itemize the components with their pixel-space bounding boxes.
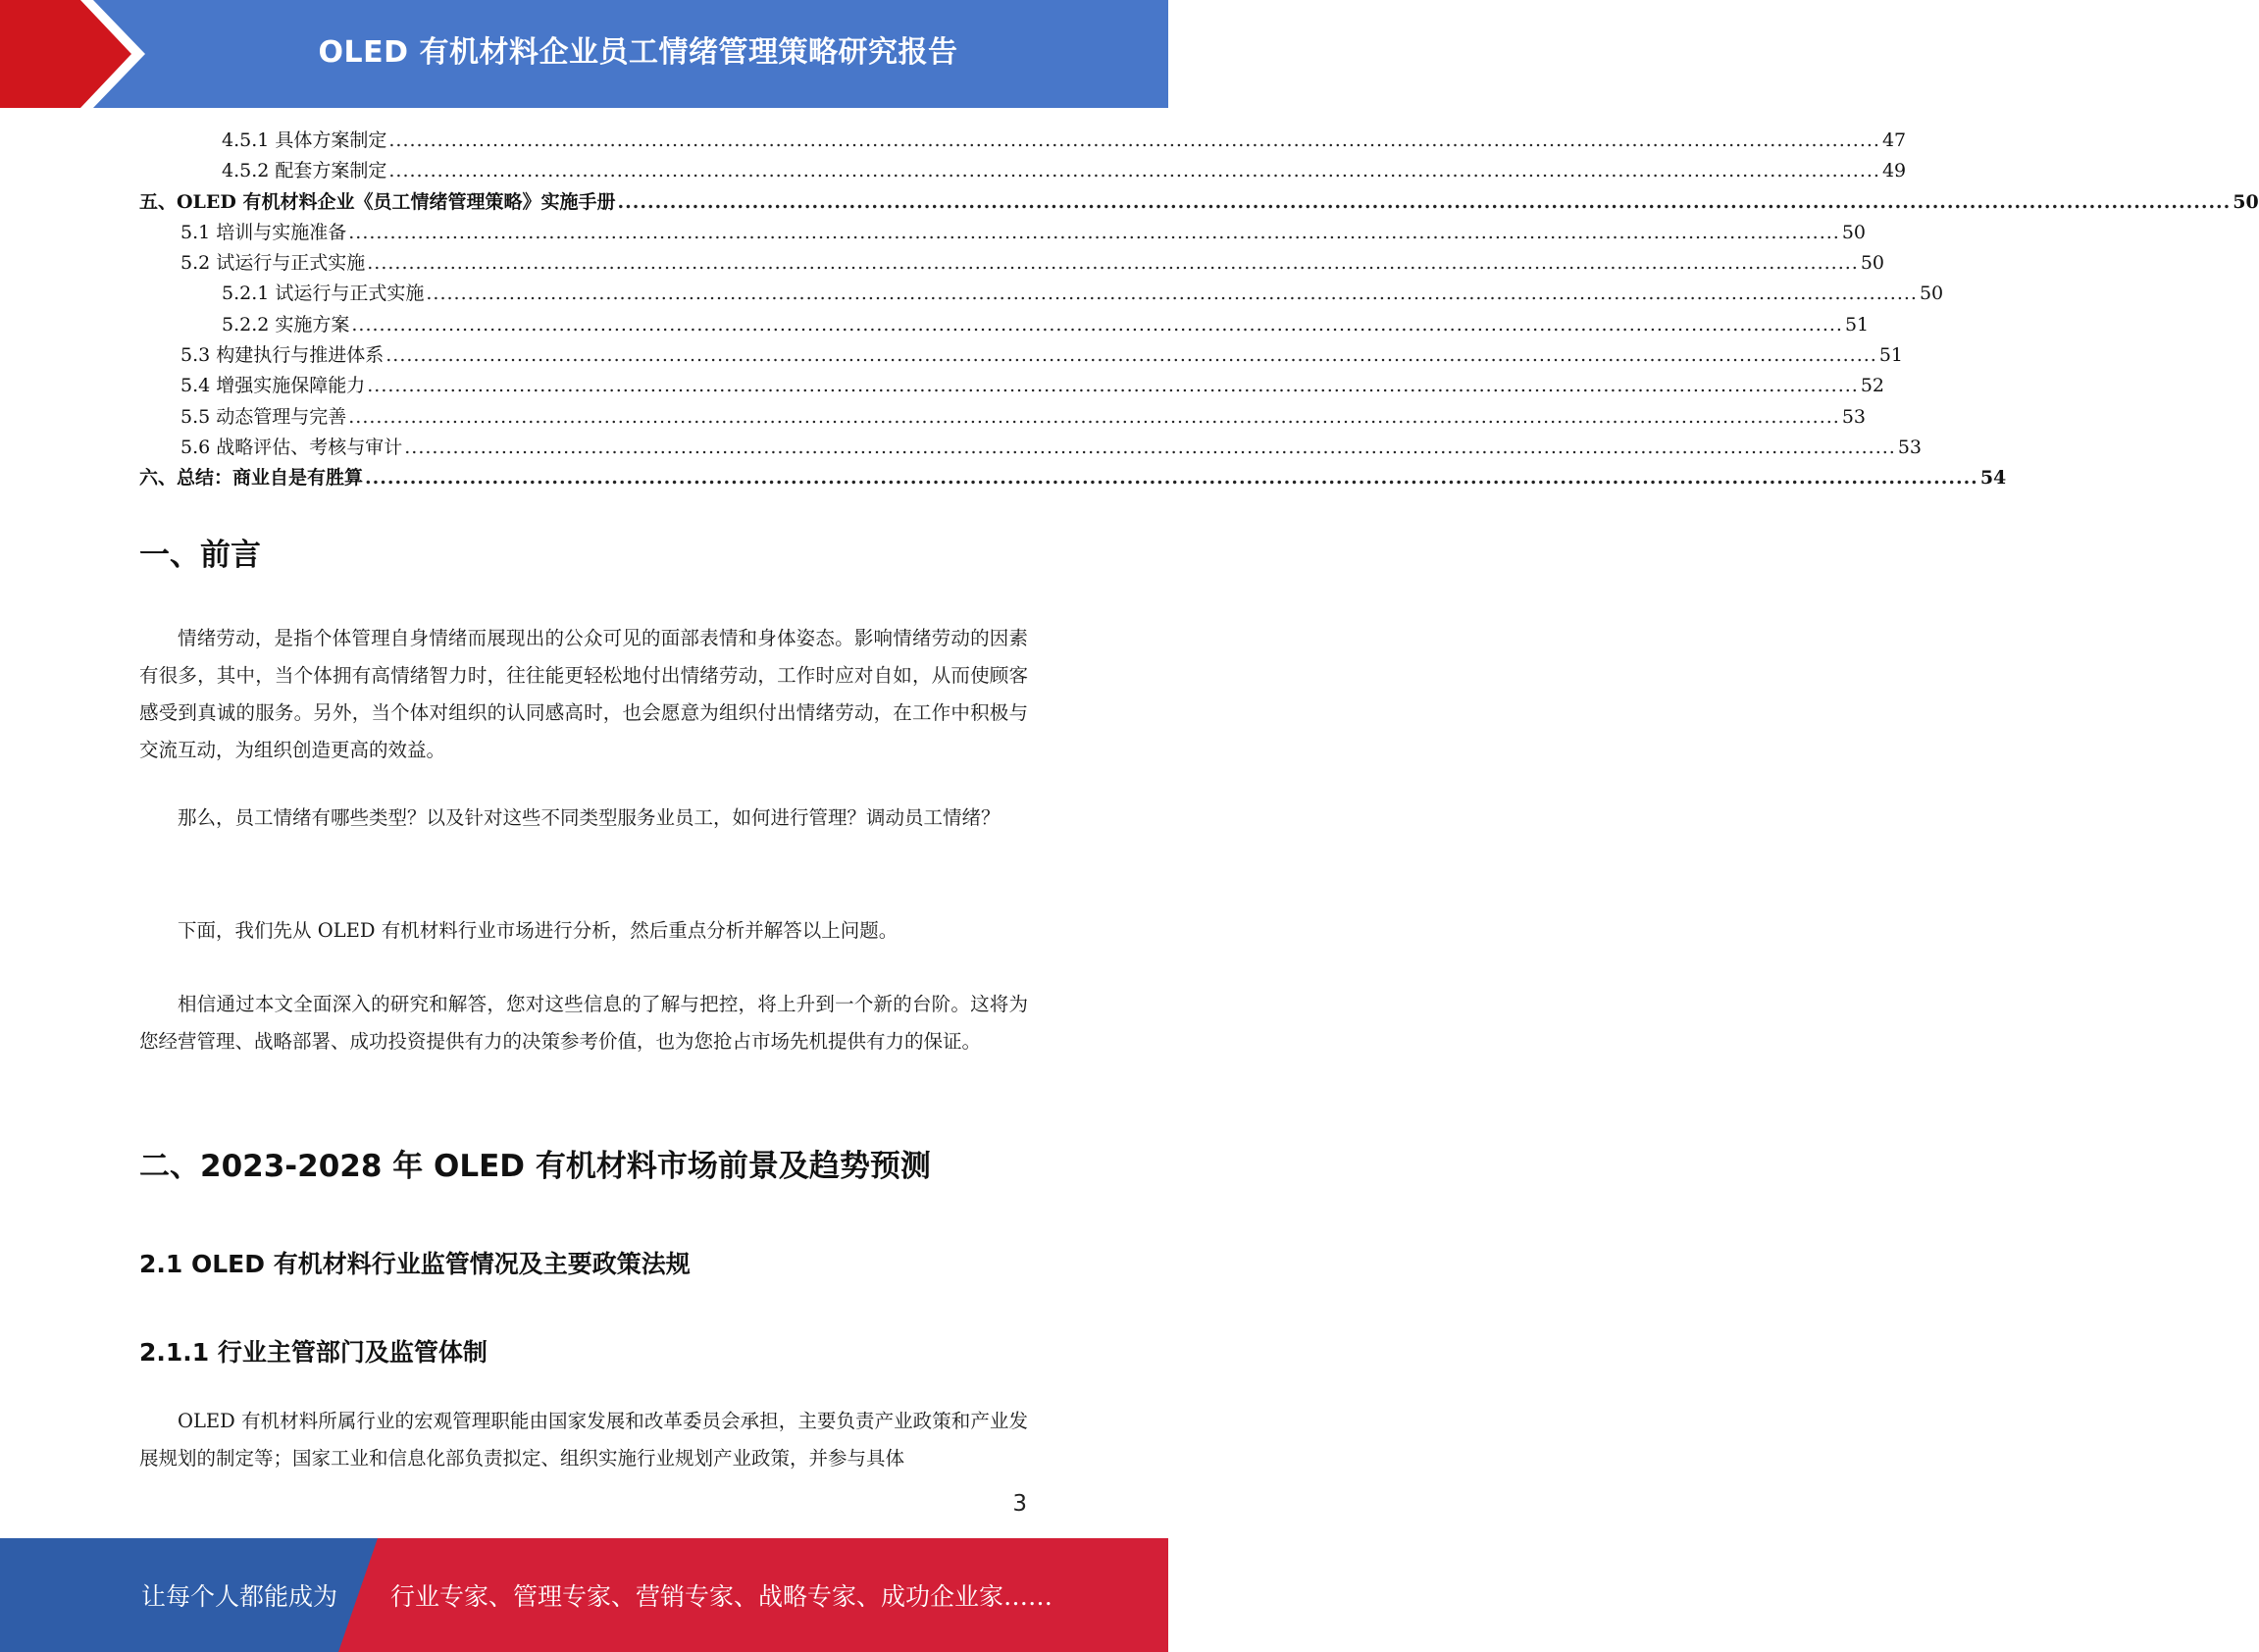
toc-entry-page: 49 <box>1881 160 1907 182</box>
page-number: 3 <box>1012 1491 1027 1517</box>
subsubsection-heading: 2.1.1 行业主管部门及监管体制 <box>139 1338 488 1367</box>
toc-entry-page: 47 <box>1881 129 1907 151</box>
toc-leader-dots: ........................................................................................................................................................................................................................ <box>617 190 2232 213</box>
toc-entry[interactable] <box>139 340 1903 371</box>
toc-leader-dots: ........................................................................................................................................................................................................................ <box>348 405 1840 428</box>
toc-leader-dots: ........................................................................................................................................................................................................................ <box>385 344 1877 367</box>
toc-leader-dots: ........................................................................................................................................................................................................................ <box>367 375 1859 397</box>
header-arrow-decoration <box>0 0 157 108</box>
toc-entry[interactable] <box>139 218 1866 248</box>
toc-entry-label: 5.5 动态管理与完善 <box>180 405 347 428</box>
toc-entry-label: 五、OLED 有机材料企业《员工情绪管理策略》实施手册 <box>139 190 616 213</box>
toc-entry-label: 5.6 战略评估、考核与审计 <box>180 436 403 458</box>
table-of-contents <box>139 126 2259 494</box>
toc-entry-label: 六、总结：商业自是有胜算 <box>139 467 364 490</box>
toc-entry[interactable] <box>139 156 1907 186</box>
toc-entry-page: 50 <box>1919 283 1944 305</box>
toc-entry[interactable] <box>139 402 1866 433</box>
toc-entry-label: 5.2 试运行与正式实施 <box>180 252 366 275</box>
page-header <box>0 0 1168 108</box>
toc-entry-page: 50 <box>1860 252 1884 275</box>
toc-entry-label: 5.3 构建执行与推进体系 <box>180 344 385 367</box>
footer-slogan-left: 让每个人都能成为 <box>141 1582 338 1611</box>
toc-entry-label: 5.2.1 试运行与正式实施 <box>222 283 425 305</box>
toc-entry-label: 5.4 增强实施保障能力 <box>180 375 366 397</box>
body-paragraph: 相信通过本文全面深入的研究和解答，您对这些信息的了解与把控，将上升到一个新的台阶。这将为您经营管理、战略部署、成功投资提供有力的决策参考价值，也为您抢占市场先机提供有力的保证。 <box>139 993 1028 1053</box>
section-heading-preface: 一、前言 <box>139 538 261 573</box>
toc-entry[interactable] <box>139 248 1884 279</box>
toc-entry[interactable] <box>139 463 2007 493</box>
toc-entry-label: 5.2.2 实施方案 <box>222 313 350 336</box>
section-heading-market: 二、2023-2028 年 OLED 有机材料市场前景及趋势预测 <box>139 1149 931 1184</box>
toc-leader-dots: ........................................................................................................................................................................................................................ <box>388 129 1880 151</box>
body-paragraph: 下面，我们先从 OLED 有机材料行业市场进行分析，然后重点分析并解答以上问题。 <box>178 919 898 942</box>
toc-entry-page: 53 <box>1897 436 1922 458</box>
toc-entry-page: 52 <box>1860 375 1884 397</box>
toc-leader-dots: ........................................................................................................................................................................................................................ <box>365 467 1978 490</box>
document-title: OLED 有机材料企业员工情绪管理策略研究报告 <box>318 35 958 70</box>
toc-entry[interactable] <box>139 126 1907 156</box>
footer-slogan-right: 行业专家、管理专家、营销专家、战略专家、成功企业家…… <box>390 1582 1053 1611</box>
toc-entry-label: 4.5.1 具体方案制定 <box>222 129 387 151</box>
toc-leader-dots: ........................................................................................................................................................................................................................ <box>388 160 1880 182</box>
toc-entry-page: 50 <box>1841 221 1866 243</box>
toc-entry-label: 5.1 培训与实施准备 <box>180 221 347 243</box>
body-paragraph: OLED 有机材料所属行业的宏观管理职能由国家发展和改革委员会承担，主要负责产业政策和产业发展规划的制定等；国家工业和信息化部负责拟定、组织实施行业规划产业政策，并参与具体 <box>139 1410 1028 1470</box>
body-paragraph: 那么，员工情绪有哪些类型？以及针对这些不同类型服务业员工，如何进行管理？调动员工情绪？ <box>178 806 1001 829</box>
toc-entry-label: 4.5.2 配套方案制定 <box>222 160 387 182</box>
body-paragraph: 情绪劳动，是指个体管理自身情绪而展现出的公众可见的面部表情和身体姿态。影响情绪劳动的因素有很多，其中，当个体拥有高情绪智力时，往往能更轻松地付出情绪劳动，工作时应对自如，从而使顾客感受到真诚的服务。另外，当个体对组织的认同感高时，也会愿意为组织付出情绪劳动，在工作中积极与交流互动，为组织创造更高的效益。 <box>139 627 1028 761</box>
toc-entry[interactable] <box>139 187 2259 218</box>
toc-entry-page: 53 <box>1841 405 1866 428</box>
subsection-heading: 2.1 OLED 有机材料行业监管情况及主要政策法规 <box>139 1250 691 1278</box>
toc-leader-dots: ........................................................................................................................................................................................................................ <box>367 252 1859 275</box>
toc-entry-page: 51 <box>1844 313 1870 336</box>
toc-leader-dots: ........................................................................................................................................................................................................................ <box>426 283 1918 305</box>
toc-entry[interactable] <box>139 279 1944 309</box>
toc-entry[interactable] <box>139 433 1922 463</box>
toc-leader-dots: ........................................................................................................................................................................................................................ <box>351 313 1843 336</box>
toc-leader-dots: ........................................................................................................................................................................................................................ <box>348 221 1840 243</box>
toc-entry[interactable] <box>139 371 1884 401</box>
toc-leader-dots: ........................................................................................................................................................................................................................ <box>404 436 1896 458</box>
toc-entry-page: 50 <box>2233 190 2259 213</box>
page-footer <box>0 1538 1168 1652</box>
toc-entry[interactable] <box>139 310 1870 340</box>
toc-entry-page: 51 <box>1878 344 1903 367</box>
toc-entry-page: 54 <box>1979 467 2007 490</box>
